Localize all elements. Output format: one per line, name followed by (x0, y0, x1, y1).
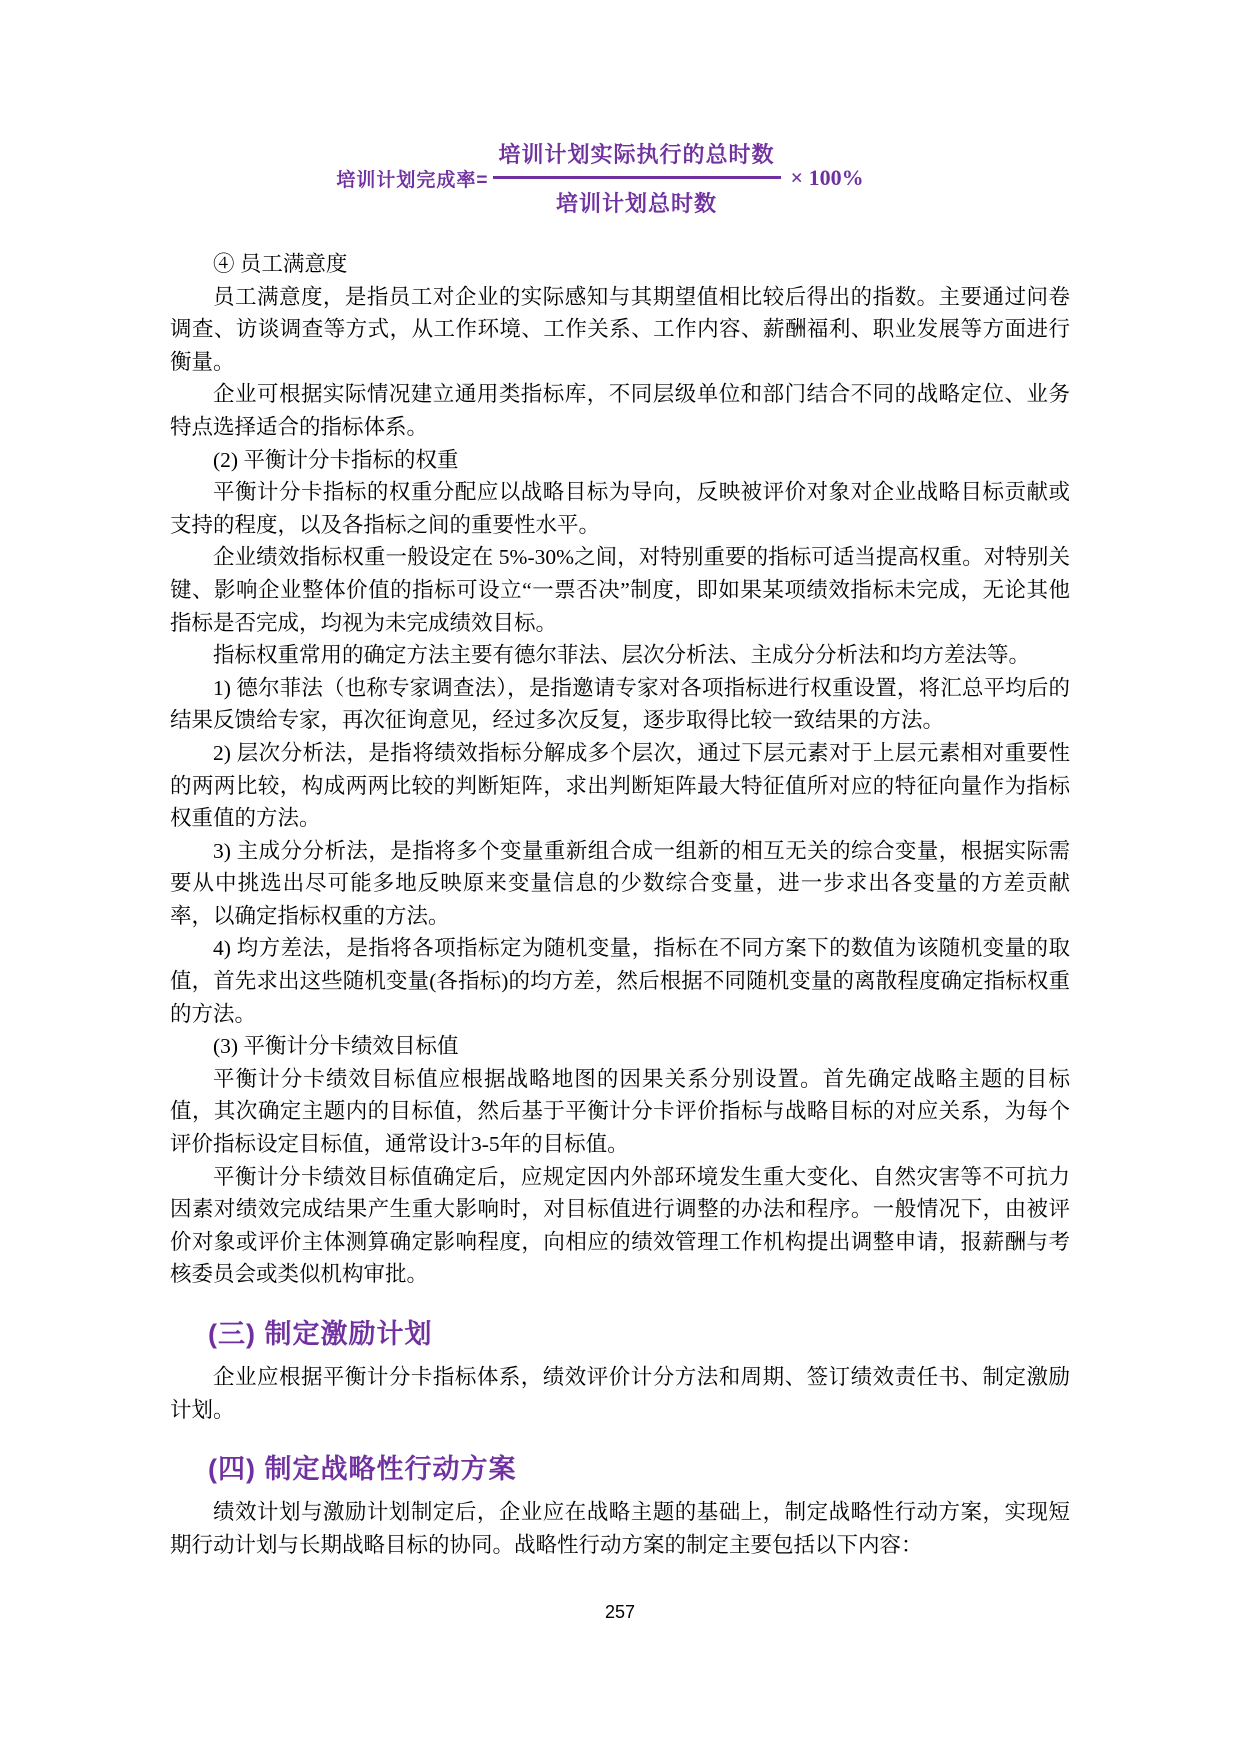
list-item-pca-method: 3) 主成分分析法，是指将多个变量重新组合成一组新的相互无关的综合变量，根据实际需要从中挑选出尽可能多地反映原来变量信息的少数综合变量，进一步求出各变量的方差贡献率，以确定指标权重的方法。 (170, 838, 1070, 928)
list-item-ahp-method: 2) 层次分析法，是指将绩效指标分解成多个层次，通过下层元素对于上层元素相对重要性的两两比较，构成两两比较的判断矩阵，求出判断矩阵最大特征值所对应的特征向量作为指标权重值的方法。 (170, 740, 1070, 831)
paragraph: 平衡计分卡绩效目标值确定后，应规定因内外部环境发生重大变化、自然灾害等不可抗力因素对绩效完成结果产生重大影响时，对目标值进行调整的办法和程序。一般情况下，由被评价对象或评价主体测算确定影响程度，向相应的绩效管理工作机构提出调整申请，报薪酬与考核委员会或类似机构审批。 (170, 1164, 1070, 1287)
list-item-msd-method: 4) 均方差法，是指将各项指标定为随机变量，指标在不同方案下的数值为该随机变量的取值，首先求出这些随机变量(各指标)的均方差，然后根据不同随机变量的离散程度确定指标权重的方法。 (170, 936, 1070, 1026)
section-heading-strategic-action-plan: (四) 制定战略性行动方案 (208, 1454, 517, 1485)
formula-numerator: 培训计划实际执行的总时数 (493, 138, 781, 179)
paragraph: 绩效计划与激励计划制定后，企业应在战略主题的基础上，制定战略性行动方案，实现短期行动计划与长期战略目标的协同。战略性行动方案的制定主要包括以下内容： (170, 1500, 1070, 1557)
body-text-block-1 (170, 248, 1070, 1291)
paragraph: 企业可根据实际情况建立通用类指标库，不同层级单位和部门结合不同的战略定位、业务特点选择适合的指标体系。 (170, 382, 1070, 439)
paragraph: 平衡计分卡绩效目标值应根据战略地图的因果关系分别设置。首先确定战略主题的目标值，其次确定主题内的目标值，然后基于平衡计分卡评价指标与战略目标的对应关系，为每个评价指标设定目标值，通常设计3-5年的目标值。 (170, 1066, 1070, 1157)
paragraph: 平衡计分卡指标的权重分配应以战略目标为导向，反映被评价对象对企业战略目标贡献或支持的程度，以及各指标之间的重要性水平。 (170, 480, 1070, 537)
formula-multiplier: × 100% (790, 165, 864, 190)
paragraph: 企业应根据平衡计分卡指标体系，绩效评价计分方法和周期、签订绩效责任书、制定激励计划。 (170, 1365, 1070, 1422)
page-number: 257 (604, 1602, 636, 1622)
subitem-employee-satisfaction: ④ 员工满意度 (213, 252, 348, 276)
paragraph: 企业绩效指标权重一般设定在 5%-30%之间，对特别重要的指标可适当提高权重。对特别关键、影响企业整体价值的指标可设立“一票否决”制度，即如果某项绩效指标未完成，无论其他指标是否完成，均视为未完成绩效目标。 (170, 545, 1070, 635)
subitem-indicator-weight: (2) 平衡计分卡指标的权重 (213, 447, 459, 472)
body-text-block-3 (170, 1496, 1070, 1561)
subitem-performance-target-value: (3) 平衡计分卡绩效目标值 (213, 1034, 459, 1059)
formula-denominator: 培训计划总时数 (556, 191, 718, 216)
list-item-delphi-method: 1) 德尔菲法（也称专家调查法），是指邀请专家对各项指标进行权重设置，将汇总平均后的结果反馈给专家，再次征询意见，经过多次反复，逐步取得比较一致结果的方法。 (170, 675, 1070, 733)
formula-lhs: 培训计划完成率= (336, 169, 489, 191)
section-heading-incentive-plan: (三) 制定激励计划 (208, 1319, 433, 1349)
formula-fraction (493, 138, 781, 218)
formula-training-plan-completion-rate (170, 138, 1030, 218)
paragraph: 指标权重常用的确定方法主要有德尔菲法、层次分析法、主成分分析法和均方差法等。 (213, 643, 1031, 668)
paragraph: 员工满意度，是指员工对企业的实际感知与其期望值相比较后得出的指数。主要通过问卷调查、访谈调查等方式，从工作环境、工作关系、工作内容、薪酬福利、职业发展等方面进行衡量。 (170, 284, 1070, 374)
body-text-block-2 (170, 1361, 1070, 1426)
